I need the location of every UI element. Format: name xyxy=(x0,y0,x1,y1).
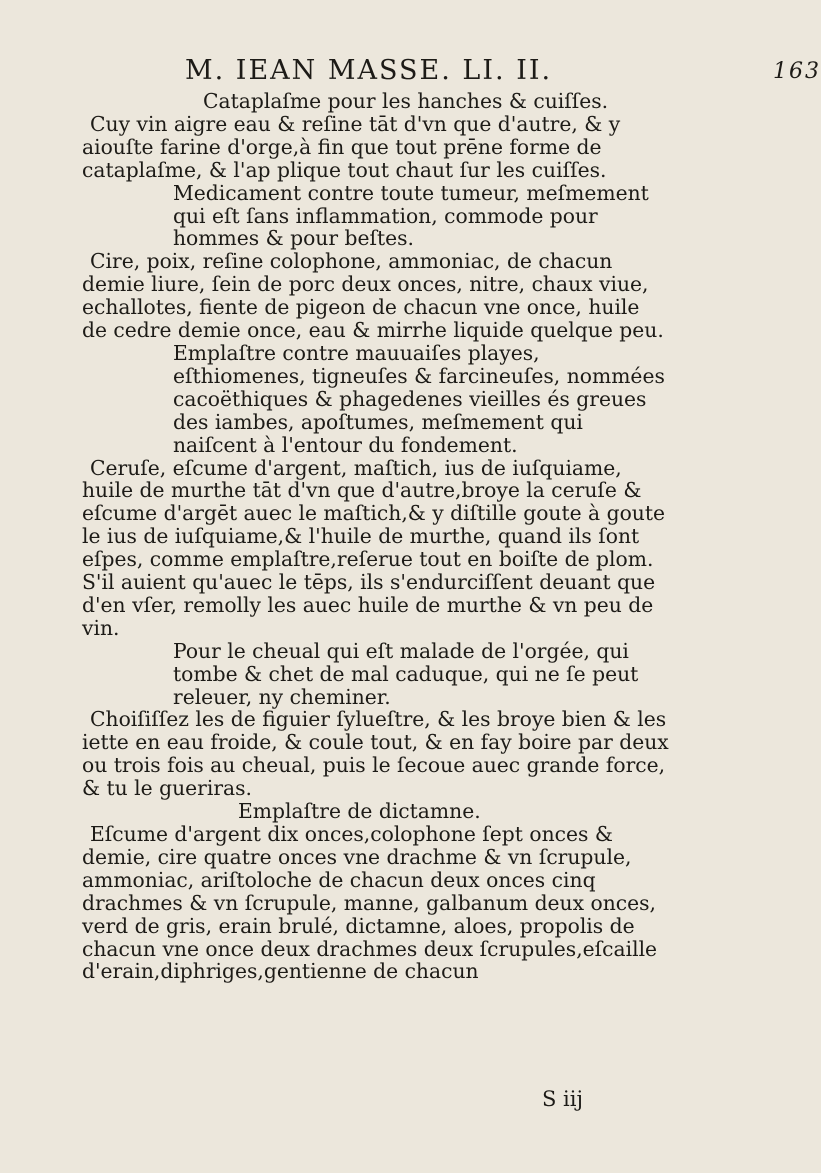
page-number: 163 xyxy=(773,59,821,84)
page-text xyxy=(82,90,670,983)
signature-mark: S iij xyxy=(542,1087,584,1111)
recipe-heading-1: Cataplaſme pour les hanches & cuiſſes. xyxy=(203,89,609,113)
recipe-paragraph-2: Cire, poix, reſine colophone, ammoniac, de chacun demie liure, ſein de porc deux onces, nitre, chaux viue, echallotes, fiente de pigeon de chacun vne once, huile de cedre demie once, eau & mirrhe liquide quelque peu. xyxy=(82,249,664,343)
recipe-paragraph-5: Eſcume d'argent dix onces,colophone ſept onces & demie, cire quatre onces vne drachme & vn ſcrupule, ammoniac, ariſtoloche de chacun deux onces cinq drachmes & vn ſcrupule, manne, galbanum deux onces, verd de gris, erain brulé, dictamne, aloes, propolis de chacun vne once deux drachmes deux ſcrupules,eſcaille d'erain,diphriges,gentienne de chacun xyxy=(82,822,658,984)
recipe-heading-4: Pour le cheual qui eſt malade de l'orgée, qui tombe & chet de mal caduque, qui ne ſe peut releuer, ny cheminer. xyxy=(173,638,639,709)
recipe-paragraph-1: Cuy vin aigre eau & reſine tāt d'vn que d'autre, & y aiouſte farine d'orge,à fin que tout prēne forme de cataplaſme, & l'ap plique tout chaut ſur les cuiſſes. xyxy=(82,111,621,182)
recipe-paragraph-4: Choiſiſſez les de figuier ſylueſtre, & les broye bien & les iette en eau froide, & coule tout, & en fay boire par deux ou trois fois au cheual, puis le ſecoue auec grande force, & tu le gueriras. xyxy=(82,707,669,801)
recipe-heading-3: Emplaſtre contre mauuaiſes playes, eſthiomenes, tigneuſes & farcineuſes, nommées cacoëthiques & phagedenes vieilles és greues des iambes, apoſtumes, meſmement qui naiſcent à l'entour du fondement. xyxy=(173,340,665,457)
recipe-heading-5: Emplaſtre de dictamne. xyxy=(238,799,481,824)
recipe-paragraph-3: Ceruſe, eſcume d'argent, maſtich, ius de iuſquiame, huile de murthe tāt d'vn que d'autre,broye la ceruſe & eſcume d'argēt auec le maſtich,& y diſtille goute à goute le ius de iuſquiame,& l'huile de murthe, quand ils ſont eſpes, comme emplaſtre,reſerue tout en boiſte de plom. S'il auient qu'auec le tēps, ils s'endurciſſent deuant que d'en vſer, remolly les auec huile de murthe & vn peu de vin. xyxy=(82,455,666,640)
running-title: M. IEAN MASSE. LI. II. xyxy=(185,55,553,86)
recipe-heading-2: Medicament contre toute tumeur, meſmement qui eſt ſans inflammation, commode pour hommes & pour beſtes. xyxy=(173,180,649,251)
